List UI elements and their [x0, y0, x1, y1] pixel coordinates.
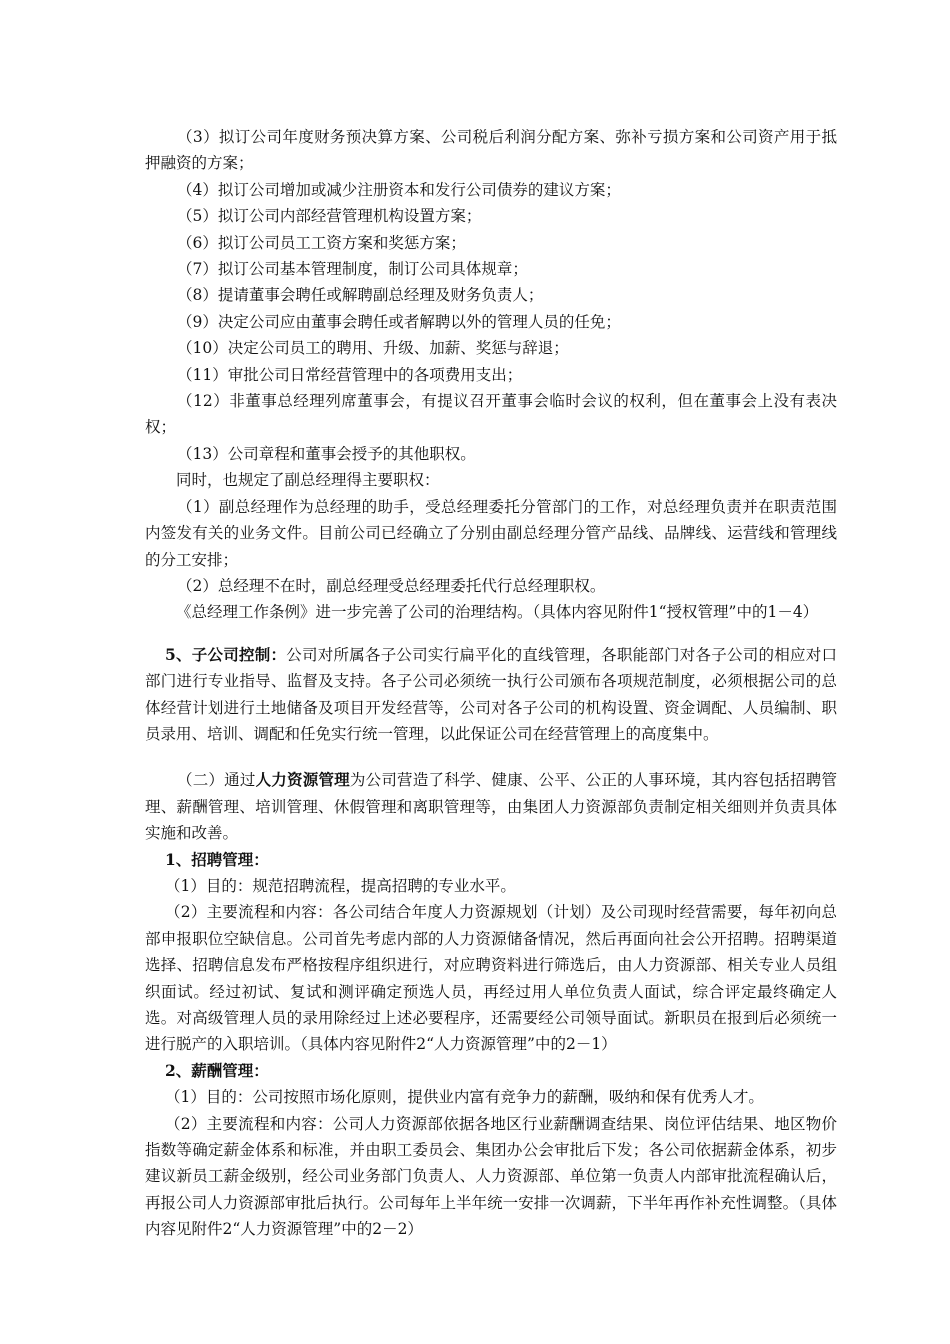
deputy-intro: 同时，也规定了副总经理得主要职权：: [176, 471, 440, 490]
recruit-heading: 1、招聘管理：: [165, 849, 269, 869]
gm-power-4: （4）拟订公司增加或减少注册资本和发行公司债券的建议方案；: [177, 180, 621, 199]
gm-power-11: （11）审批公司日常经营管理中的各项费用支出；: [177, 365, 523, 384]
document-page: [145, 124, 837, 1243]
gm-power-6: （6）拟订公司员工工资方案和奖惩方案；: [177, 233, 466, 252]
hr-intro-prefix: （二）通过: [177, 771, 256, 790]
hr-intro-bold: 人力资源管理: [255, 770, 350, 790]
salary-purpose: （1）目的：公司按照市场化原则，提供业内富有竞争力的薪酬，吸纳和保有优秀人才。: [165, 1088, 764, 1107]
gm-power-5: （5）拟订公司内部经营管理机构设置方案；: [177, 207, 482, 226]
hr-intro-paragraph: [145, 767, 837, 846]
gm-power-7: （7）拟订公司基本管理制度，制订公司具体规章；: [177, 260, 528, 279]
deputy-power-2: （2）总经理不在时，副总经理受总经理委托代行总经理职权。: [177, 576, 606, 595]
hr-intro-text: 为公司营造了科学、健康、公平、公正的人事环境，其内容包括招聘管理、薪酬管理、培训管理、休假管理和离职管理等，由集团人力资源部负责制定相关细则并负责具体实施和改善。: [145, 771, 837, 843]
gm-regulation-closing: 《总经理工作条例》进一步完善了公司的治理结构。（具体内容见附件1“授权管理”中的1－4）: [176, 603, 819, 622]
subsidiary-control-paragraph: [145, 642, 837, 748]
salary-heading-line: [145, 1058, 837, 1084]
gm-power-12: （12）非董事总经理列席董事会，有提议召开董事会临时会议的权利，但在董事会上没有表决权；: [145, 392, 837, 437]
subsidiary-control-text: 公司对所属各子公司实行扁平化的直线管理，各职能部门对各子公司的相应对口部门进行专业指导、监督及支持。各子公司必须统一执行公司颁布各项规范制度，必须根据公司的总体经营计划进行土地储备及项目开发经营等，公司对各子公司的机构设置、资金调配、人员编制、职员录用、培训、调配和任免实行统一管理，以此保证公司在经营管理上的高度集中。: [145, 645, 837, 743]
deputy-power-1: （1）副总经理作为总经理的助手，受总经理委托分管部门的工作，对总经理负责并在职责范围内签发有关的业务文件。目前公司已经确立了分别由副总经理分管产品线、品牌线、运营线和管理线的分工安排；: [145, 497, 837, 569]
recruit-purpose: （1）目的：规范招聘流程，提高招聘的专业水平。: [165, 876, 516, 895]
gm-power-13: （13）公司章程和董事会授予的其他职权。: [177, 444, 476, 463]
salary-process: （2）主要流程和内容：公司人力资源部依据各地区行业薪酬调查结果、岗位评估结果、地区物价指数等确定薪金体系和标准，并由职工委员会、集团办公会审批后下发；各公司依据薪金体系，初步建议新员工薪金级别，经公司业务部门负责人、人力资源部、单位第一负责人内部审批流程确认后，再报公司人力资源部审批后执行。公司每年上半年统一安排一次调薪，下半年再作补充性调整。（具体内容见附件2“人力资源管理”中的2－2）: [145, 1114, 837, 1239]
gm-power-9: （9）决定公司应由董事会聘任或者解聘以外的管理人员的任免；: [177, 312, 621, 331]
gm-power-8: （8）提请董事会聘任或解聘副总经理及财务负责人；: [177, 286, 544, 305]
recruit-heading-line: [145, 847, 837, 873]
salary-heading: 2、薪酬管理：: [165, 1060, 269, 1080]
gm-power-10: （10）决定公司员工的聘用、升级、加薪、奖惩与辞退；: [177, 339, 569, 358]
subsidiary-control-heading: 5、子公司控制：: [165, 644, 287, 664]
recruit-process: （2）主要流程和内容：各公司结合年度人力资源规划（计划）及公司现时经营需要，每年初向总部申报职位空缺信息。公司首先考虑内部的人力资源储备情况，然后再面向社会公开招聘。招聘渠道选择、招聘信息发布严格按程序组织进行，对应聘资料进行筛选后，由人力资源部、相关专业人员组织面试。经过初试、复试和测评确定预选人员，再经过用人单位负责人面试，综合评定最终确定人选。对高级管理人员的录用除经过上述必要程序，还需要经公司领导面试。新职员在报到后必须统一进行脱产的入职培训。（具体内容见附件2“人力资源管理”中的2－1）: [145, 903, 837, 1054]
gm-power-3: （3）拟订公司年度财务预决算方案、公司税后利润分配方案、弥补亏损方案和公司资产用于抵押融资的方案；: [145, 128, 837, 173]
